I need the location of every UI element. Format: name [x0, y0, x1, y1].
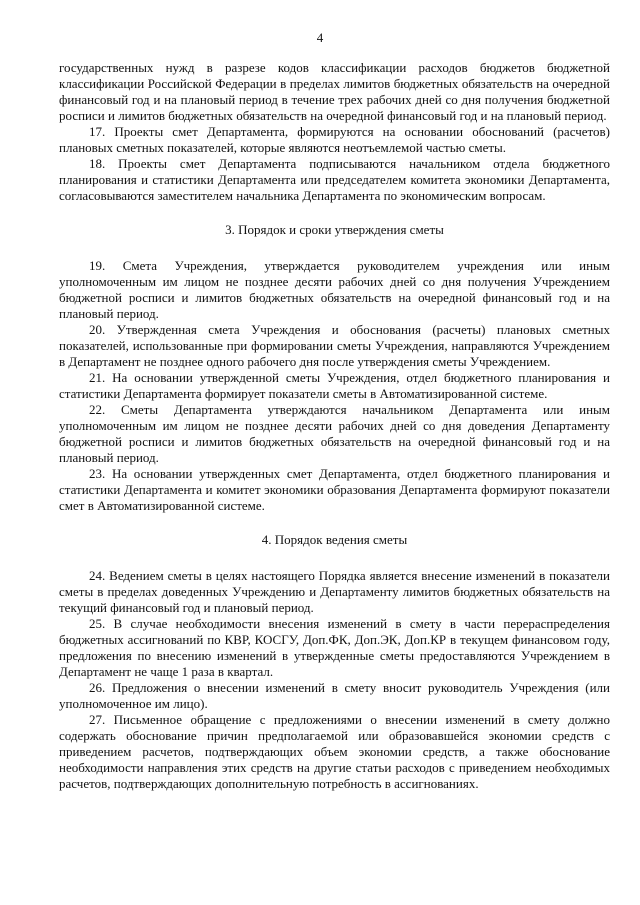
paragraph-23: 23. На основании утвержденных смет Департамента, отдел бюджетного планирования и статистики Департамента и комитет экономики образования Департамента формируют показатели смет в Автоматизированной системе. — [59, 466, 610, 513]
paragraph-22: 22. Сметы Департамента утверждаются начальником Департамента или иным уполномоченным им лицом не позднее десяти рабочих дней со дня доведения Департаменту бюджетной росписи и лимитов бюджетных обязательств на очередной финансовый год и на плановый период. — [59, 402, 610, 465]
paragraph-25: 25. В случае необходимости внесения изменений в смету в части перераспределения бюджетных ассигнований по КВР, КОСГУ, Доп.ФК, Доп.ЭК, Доп.КР в текущем финансовом году, предложения по внесению изменений в утвержденные сметы предоставляются Учреждением в Департамент не чаще 1 раза в квартал. — [59, 616, 610, 679]
paragraph-27: 27. Письменное обращение с предложениями о внесении изменений в смету должно содержать обоснование причин предполагаемой или образовавшейся экономии средств с приведением расчетов, подтверждающих объем экономии средств, а также обоснование необходимости направления этих средств на другие статьи расходов с приведением необходимых расчетов, подтверждающих дополнительную потребность в ассигнованиях. — [59, 712, 610, 791]
section-heading-3: 3. Порядок и сроки утверждения сметы — [225, 222, 444, 237]
paragraph-20: 20. Утвержденная смета Учреждения и обоснования (расчеты) плановых сметных показателей, использованные при формировании сметы Учреждения, направляются Учреждением в Департамент не позднее одного рабочего дня после утверждения сметы Учреждением. — [59, 322, 610, 369]
paragraph-17: 17. Проекты смет Департамента, формируются на основании обоснований (расчетов) плановых сметных показателей, которые являются неотъемлемой частью сметы. — [59, 124, 610, 155]
paragraph-24: 24. Ведением сметы в целях настоящего Порядка является внесение изменений в показатели сметы в пределах доведенных Учреждению и Департаменту лимитов бюджетных обязательств на текущий финансовый год и плановый период. — [59, 568, 610, 615]
page-number: 4 — [316, 30, 324, 45]
paragraph-continuation: государственных нужд в разрезе кодов классификации расходов бюджетов бюджетной классификации Российской Федерации в пределах лимитов бюджетных обязательств на очередной финансовый год и на плановый период в течение трех рабочих дней со дня получения бюджетной росписи и лимитов бюджетных обязательств на очередной финансовый год и на плановый период. — [59, 60, 610, 123]
paragraph-18: 18. Проекты смет Департамента подписываются начальником отдела бюджетного планирования и статистики Департамента или председателем комитета экономики Департамента, согласовываются заместителем начальника Департамента по экономическим вопросам. — [59, 156, 610, 203]
paragraph-21: 21. На основании утвержденной сметы Учреждения, отдел бюджетного планирования и статистики Департамента формирует показатели сметы в Автоматизированной системе. — [59, 370, 610, 401]
section-heading-4: 4. Порядок ведения сметы — [261, 532, 408, 547]
paragraph-19: 19. Смета Учреждения, утверждается руководителем учреждения или иным уполномоченным им лицом не позднее десяти рабочих дней со дня получения Учреждением бюджетной росписи и лимитов бюджетных обязательств на очередной финансовый год и на плановый период. — [59, 258, 610, 321]
paragraph-26: 26. Предложения о внесении изменений в смету вносит руководитель Учреждения (или уполномоченное им лицо). — [59, 680, 610, 711]
document-body — [59, 60, 610, 792]
